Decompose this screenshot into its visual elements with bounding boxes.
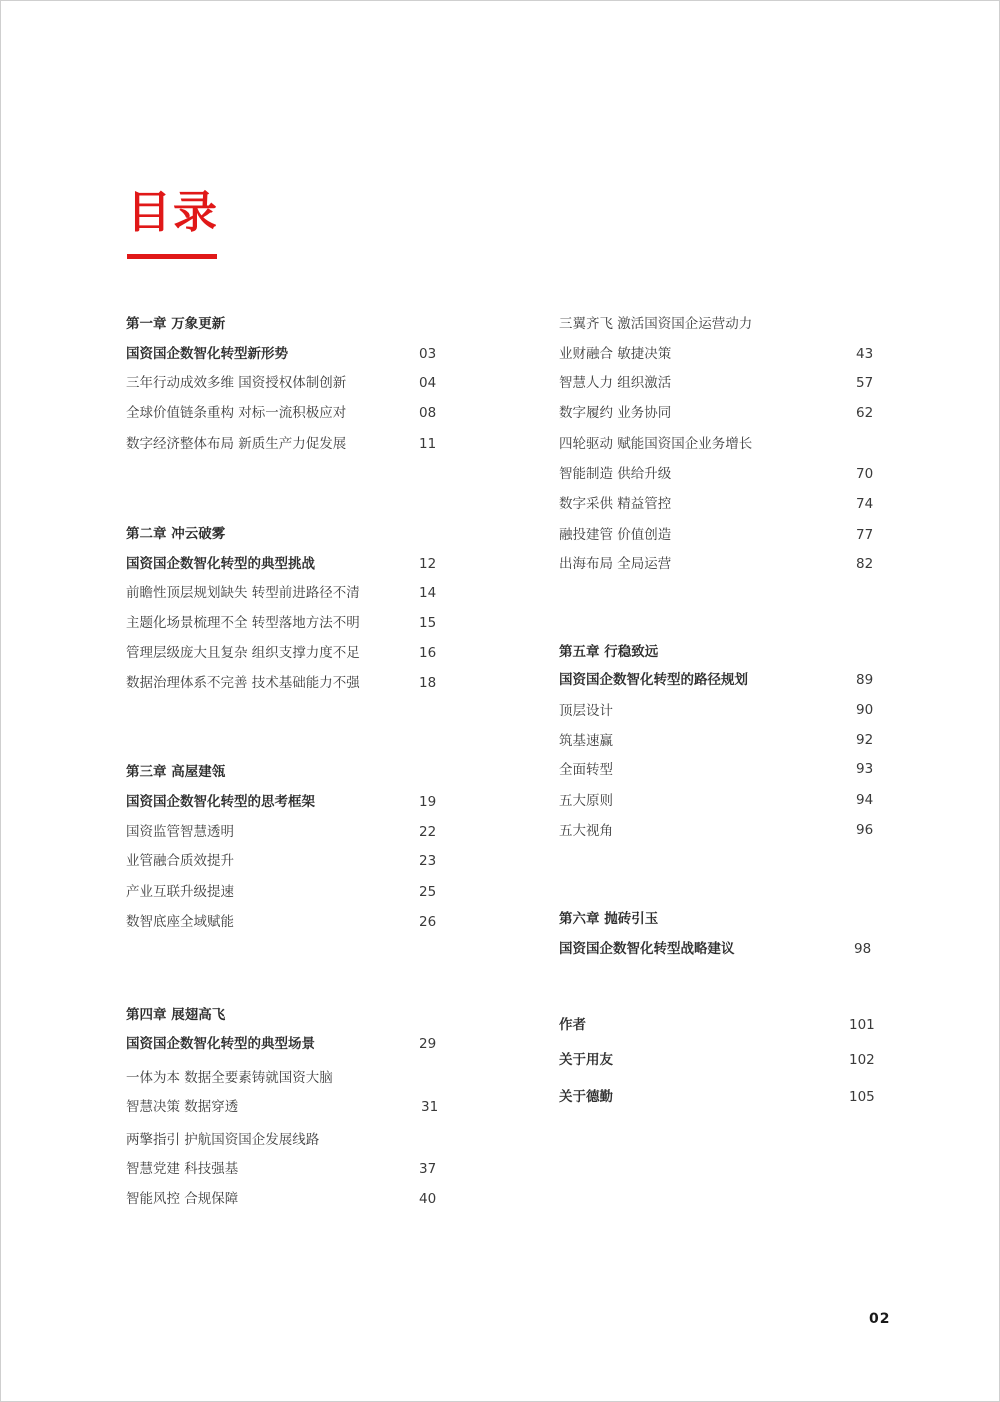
toc-entry-label[interactable]: 国资监管智慧透明 xyxy=(126,824,234,840)
toc-entry-label[interactable]: 数据治理体系不完善 技术基础能力不强 xyxy=(126,675,360,691)
toc-entry-page: 101 xyxy=(849,1017,875,1033)
toc-subsection-label[interactable]: 三翼齐飞 激活国资国企运营动力 xyxy=(559,316,753,332)
toc-entry-page: 18 xyxy=(419,675,437,691)
toc-entry-page: 74 xyxy=(856,496,874,512)
page-number: 02 xyxy=(869,1311,891,1327)
toc-entry-page: 08 xyxy=(419,405,437,421)
toc-entry-label[interactable]: 关于德勤 xyxy=(559,1089,613,1105)
chapter-heading: 第二章 冲云破雾 xyxy=(126,526,226,542)
toc-subsection-label[interactable]: 四轮驱动 赋能国资国企业务增长 xyxy=(559,436,753,452)
chapter-heading: 第五章 行稳致远 xyxy=(559,644,659,660)
chapter-heading: 第三章 高屋建瓴 xyxy=(126,764,226,780)
toc-entry-page: 29 xyxy=(419,1036,437,1052)
toc-entry-label[interactable]: 国资国企数智化转型战略建议 xyxy=(559,941,735,957)
toc-entry-label[interactable]: 国资国企数智化转型新形势 xyxy=(126,346,288,362)
toc-entry-page: 93 xyxy=(856,761,874,777)
toc-entry-page: 11 xyxy=(419,436,437,452)
toc-entry-page: 62 xyxy=(856,405,874,421)
toc-entry-page: 37 xyxy=(419,1161,437,1177)
toc-entry-page: 19 xyxy=(419,794,437,810)
title-underline xyxy=(127,254,217,259)
toc-entry-page: 94 xyxy=(856,792,874,808)
toc-entry-label[interactable]: 智慧人力 组织激活 xyxy=(559,375,672,391)
toc-entry-label[interactable]: 五大视角 xyxy=(559,823,613,839)
toc-entry-label[interactable]: 数智底座全域赋能 xyxy=(126,914,234,930)
toc-entry-label[interactable]: 顶层设计 xyxy=(559,703,613,719)
toc-entry-label[interactable]: 智慧决策 数据穿透 xyxy=(126,1099,239,1115)
toc-entry-label[interactable]: 数字履约 业务协同 xyxy=(559,405,672,421)
toc-entry-label[interactable]: 筑基速赢 xyxy=(559,733,613,749)
toc-entry-label[interactable]: 主题化场景梳理不全 转型落地方法不明 xyxy=(126,615,360,631)
toc-entry-page: 92 xyxy=(856,732,874,748)
page-title: 目录 xyxy=(127,187,219,238)
toc-entry-page: 04 xyxy=(419,375,437,391)
toc-entry-label[interactable]: 产业互联升级提速 xyxy=(126,884,234,900)
toc-entry-page: 105 xyxy=(849,1089,875,1105)
chapter-heading: 第四章 展翅高飞 xyxy=(126,1007,226,1023)
toc-entry-label[interactable]: 业管融合质效提升 xyxy=(126,853,234,869)
toc-entry-label[interactable]: 前瞻性顶层规划缺失 转型前进路径不清 xyxy=(126,585,360,601)
toc-entry-label[interactable]: 智慧党建 科技强基 xyxy=(126,1161,239,1177)
toc-entry-label[interactable]: 国资国企数智化转型的典型挑战 xyxy=(126,556,315,572)
chapter-heading: 第一章 万象更新 xyxy=(126,316,226,332)
toc-entry-page: 22 xyxy=(419,824,437,840)
toc-entry-page: 40 xyxy=(419,1191,437,1207)
toc-entry-label[interactable]: 智能风控 合规保障 xyxy=(126,1191,239,1207)
toc-entry-label[interactable]: 数字采供 精益管控 xyxy=(559,496,672,512)
toc-entry-label[interactable]: 作者 xyxy=(559,1017,586,1033)
toc-subsection-label[interactable]: 一体为本 数据全要素铸就国资大脑 xyxy=(126,1070,333,1086)
toc-entry-label[interactable]: 全球价值链条重构 对标一流积极应对 xyxy=(126,405,347,421)
toc-entry-label[interactable]: 三年行动成效多维 国资授权体制创新 xyxy=(126,375,347,391)
toc-entry-label[interactable]: 数字经济整体布局 新质生产力促发展 xyxy=(126,436,347,452)
toc-entry-page: 16 xyxy=(419,645,437,661)
toc-entry-page: 23 xyxy=(419,853,437,869)
toc-entry-page: 90 xyxy=(856,702,874,718)
toc-entry-page: 98 xyxy=(854,941,872,957)
toc-entry-label[interactable]: 业财融合 敏捷决策 xyxy=(559,346,672,362)
toc-entry-page: 25 xyxy=(419,884,437,900)
toc-entry-label[interactable]: 国资国企数智化转型的路径规划 xyxy=(559,672,748,688)
toc-subsection-label[interactable]: 两擎指引 护航国资国企发展线路 xyxy=(126,1132,320,1148)
toc-entry-label[interactable]: 关于用友 xyxy=(559,1052,613,1068)
toc-entry-label[interactable]: 国资国企数智化转型的思考框架 xyxy=(126,794,315,810)
toc-entry-page: 31 xyxy=(421,1099,439,1115)
toc-entry-page: 14 xyxy=(419,585,437,601)
chapter-heading: 第六章 抛砖引玉 xyxy=(559,911,659,927)
toc-entry-label[interactable]: 融投建管 价值创造 xyxy=(559,527,672,543)
toc-entry-label[interactable]: 国资国企数智化转型的典型场景 xyxy=(126,1036,315,1052)
toc-entry-page: 70 xyxy=(856,466,874,482)
toc-entry-page: 26 xyxy=(419,914,437,930)
toc-entry-label[interactable]: 管理层级庞大且复杂 组织支撑力度不足 xyxy=(126,645,360,661)
toc-entry-page: 102 xyxy=(849,1052,875,1068)
toc-entry-label[interactable]: 出海布局 全局运营 xyxy=(559,556,672,572)
toc-entry-page: 57 xyxy=(856,375,874,391)
toc-entry-page: 82 xyxy=(856,556,874,572)
toc-entry-label[interactable]: 智能制造 供给升级 xyxy=(559,466,672,482)
toc-entry-page: 89 xyxy=(856,672,874,688)
toc-entry-label[interactable]: 全面转型 xyxy=(559,762,613,778)
toc-entry-page: 03 xyxy=(419,346,437,362)
toc-entry-page: 15 xyxy=(419,615,437,631)
toc-entry-page: 77 xyxy=(856,527,874,543)
toc-entry-page: 12 xyxy=(419,556,437,572)
toc-entry-label[interactable]: 五大原则 xyxy=(559,793,613,809)
toc-entry-page: 43 xyxy=(856,346,874,362)
toc-entry-page: 96 xyxy=(856,822,874,838)
